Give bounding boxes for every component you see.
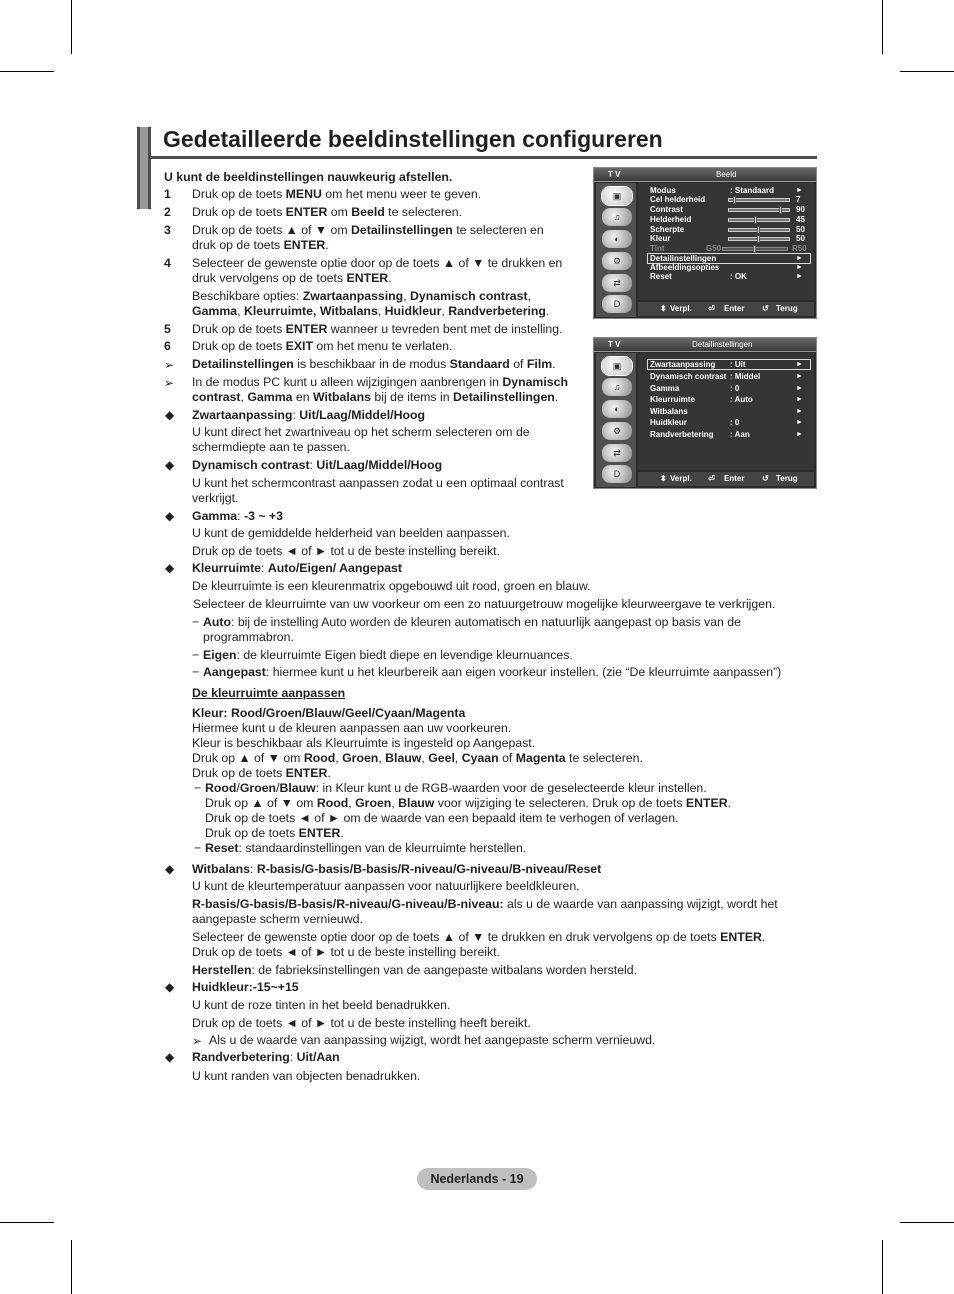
gamma-desc: U kunt de gemiddelde helderheid van beelden aanpassen. (192, 526, 510, 540)
gamma-heading: Gamma: -3 ~ +3 (192, 509, 283, 523)
osd-slider[interactable] (728, 218, 790, 222)
footer-enter: Enter (724, 304, 745, 313)
enter-icon: ⏎ (708, 304, 715, 313)
step-5: Druk op de toets ENTER wanneer u tevreden bent met de instelling. (192, 322, 563, 336)
osd-icon-column (596, 183, 636, 317)
right-arrow-icon: ► (796, 273, 803, 280)
slider-knob (779, 206, 782, 214)
dash-glyph: − (192, 615, 200, 629)
title-rule (150, 156, 817, 159)
title-side-bar (137, 127, 151, 209)
osd-row-value: : Aan (730, 430, 750, 439)
osd-row-value: : Auto (730, 395, 753, 404)
crop-mark (0, 1222, 54, 1223)
kleur-colors-heading: Kleur: Rood/Groen/Blauw/Geel/Cyaan/Magenta (192, 706, 466, 720)
wit-desc: R-basis/G-basis/B-basis/R-niveau/G-niveau/B-niveau: als u de waarde van aanpassing wijzigt, wordt het (192, 897, 778, 911)
note-1: Detailinstellingen is beschikbaar in de modus Standaard of Film. (192, 357, 556, 371)
rgb-text: Druk op de toets ◄ of ► om de waarde van een bepaald item te verhogen of verlagen. (205, 811, 679, 825)
osd-header (594, 168, 816, 182)
wit-desc: aangepaste scherm vernieuwd. (192, 912, 363, 926)
crop-mark (900, 1222, 954, 1223)
diamond-bullet-icon: ◆ (165, 980, 175, 994)
zwart-desc: U kunt direct het zwartniveau op het scherm selecteren om de (192, 425, 530, 439)
step-3-line2: druk op de toets ENTER. (192, 238, 329, 252)
right-arrow-icon: ► (796, 396, 803, 403)
kleur-auto: Auto: bij de instelling Auto worden de kleuren automatisch en natuurlijk aangepast op basis van de (203, 615, 741, 629)
kleur-sub-title: De kleurruimte aanpassen (192, 686, 346, 700)
osd-picture-menu (593, 167, 817, 319)
dash-glyph: − (192, 665, 200, 679)
wit-desc: U kunt de kleurtemperatuur aanpassen voor natuurlijkere beeldkleuren. (192, 879, 580, 893)
slider-knob (733, 196, 736, 204)
osd-row-label[interactable]: Cel helderheid (650, 195, 706, 204)
huid-desc: Druk op de toets ◄ of ► tot u de beste instelling heeft bereikt. (192, 1016, 531, 1030)
osd-row-label[interactable]: Dynamisch contrast (650, 372, 727, 381)
slider-knob (753, 245, 756, 253)
step-4-line2: druk vervolgens op de toets ENTER. (192, 271, 392, 285)
step-number: 5 (164, 322, 171, 336)
right-arrow-icon: ► (796, 431, 803, 438)
right-arrow-icon: ► (796, 408, 803, 415)
osd-row-label[interactable]: Kleur (650, 234, 671, 243)
osd-row-value: : Standaard (730, 186, 775, 195)
picture-icon: ▣ (602, 187, 632, 205)
sound-icon: ♫ (602, 378, 632, 396)
right-arrow-icon: ► (796, 255, 803, 262)
step-6: Druk op de toets EXIT om het menu te verlaten. (192, 339, 453, 353)
note-arrow-icon: ➢ (164, 358, 175, 372)
rgb-text: Rood/Groen/Blauw: in Kleur kunt u de RGB-waarden voor de geselecteerde kleur instellen. (205, 781, 707, 795)
footer-move: Verpl. (670, 304, 692, 313)
right-arrow-icon: ► (796, 373, 803, 380)
options-line1: Beschikbare opties: Zwartaanpassing, Dynamisch contrast, (192, 289, 531, 303)
osd-slider[interactable] (728, 228, 790, 232)
footer-move: Verpl. (670, 474, 692, 483)
osd-tv-label: T V (608, 170, 621, 179)
crop-mark (882, 1240, 883, 1294)
huid-desc: U kunt de roze tinten in het beeld benadrukken. (192, 998, 451, 1012)
options-line2: Gamma, Kleurruimte, Witbalans, Huidkleur, Randverbetering. (192, 304, 550, 318)
note-2: In de modus PC kunt u alleen wijzigingen aanbrengen in Dynamisch (192, 375, 568, 389)
rand-desc: U kunt randen van objecten benadrukken. (192, 1069, 421, 1083)
app-icon: D (602, 295, 632, 313)
osd-body (638, 183, 814, 300)
diamond-bullet-icon: ◆ (165, 509, 175, 523)
zwart-heading: Zwartaanpassing: Uit/Laag/Middel/Hoog (192, 408, 425, 422)
rand-heading: Randverbetering: Uit/Aan (192, 1050, 340, 1064)
footer-enter: Enter (724, 474, 745, 483)
osd-row-label[interactable]: Kleurruimte (650, 395, 695, 404)
dyn-heading: Dynamisch contrast: Uit/Laag/Middel/Hoog (192, 458, 443, 472)
channel-icon: ◐ (602, 400, 632, 418)
osd-footer (638, 302, 814, 316)
diamond-bullet-icon: ◆ (165, 458, 175, 472)
osd-slider[interactable] (728, 237, 790, 241)
huid-note: Als u de waarde van aanpassing wijzigt, wordt het aangepaste scherm vernieuwd. (209, 1033, 656, 1047)
osd-row-value: : Uit (730, 360, 746, 369)
move-icon: ⬍ (660, 304, 667, 313)
step-number: 4 (164, 256, 171, 270)
osd-row-label[interactable]: Huidkleur (650, 418, 687, 427)
page-number-badge: Nederlands - 19 (417, 1168, 537, 1190)
kleur-text: Druk op de toets ENTER. (192, 766, 331, 780)
osd-tv-label: T V (608, 340, 621, 349)
osd-body (638, 353, 814, 470)
osd-row-label[interactable]: Afbeeldingsopties (650, 263, 720, 272)
step-number: 2 (164, 205, 171, 219)
osd-row-label[interactable]: Contrast (650, 205, 683, 214)
gamma-desc: Druk op de toets ◄ of ► tot u de beste instelling bereikt. (192, 544, 501, 558)
osd-slider-value: 45 (796, 215, 805, 224)
dyn-desc: U kunt het schermcontrast aanpassen zodat u een optimaal contrast (192, 476, 564, 490)
return-icon: ↺ (762, 304, 769, 313)
osd-detail-menu (593, 337, 817, 489)
channel-icon: ◐ (602, 230, 632, 248)
right-arrow-icon: ► (796, 385, 803, 392)
crop-mark (71, 0, 72, 54)
osd-row-label[interactable]: Scherpte (650, 225, 685, 234)
slider-knob (757, 235, 760, 243)
osd-slider (722, 247, 788, 251)
osd-slider-value: 7 (796, 195, 801, 204)
wit-desc: Herstellen: de fabrieksinstellingen van de aangepaste witbalans worden hersteld. (192, 963, 638, 977)
step-number: 3 (164, 223, 171, 237)
tint-right-label: R50 (792, 244, 807, 253)
dash-glyph: − (194, 841, 202, 855)
osd-row-label[interactable]: Zwartaanpassing (650, 360, 716, 369)
step-2: Druk op de toets ENTER om Beeld te selecteren. (192, 205, 463, 219)
wit-heading: Witbalans: R-basis/G-basis/B-basis/R-niveau/G-niveau/B-niveau/Reset (192, 862, 602, 876)
step-1: Druk op de toets MENU om het menu weer te geven. (192, 187, 482, 201)
rgb-text: Druk op ▲ of ▼ om Rood, Groen, Blauw voor wijziging te selecteren. Druk op de toets ENTER. (205, 796, 732, 810)
setup-icon: ⚙ (602, 252, 632, 270)
picture-icon: ▣ (602, 357, 632, 375)
osd-row-label[interactable]: Randverbetering (650, 430, 714, 439)
right-arrow-icon: ► (796, 187, 803, 194)
step-4: Selecteer de gewenste optie door op de toets ▲ of ▼ te drukken en (192, 256, 563, 270)
diamond-bullet-icon: ◆ (165, 862, 175, 876)
crop-mark (71, 1240, 72, 1294)
footer-back: Terug (776, 304, 798, 313)
crop-mark (882, 0, 883, 54)
osd-slider[interactable] (728, 198, 790, 202)
kleur-heading: Kleurruimte: Auto/Eigen/ Aangepast (192, 561, 402, 575)
kleur-auto-line2: programmabron. (203, 630, 294, 644)
move-icon: ⬍ (660, 474, 667, 483)
diamond-bullet-icon: ◆ (165, 1050, 175, 1064)
osd-row-label: Tint (650, 244, 665, 253)
step-3: Druk op de toets ▲ of ▼ om Detailinstellingen te selecteren en (192, 223, 544, 237)
osd-row-label[interactable]: Detailinstellingen (650, 254, 717, 263)
huid-heading: Huidkleur:-15~+15 (192, 980, 299, 994)
return-icon: ↺ (762, 474, 769, 483)
diamond-bullet-icon: ◆ (165, 408, 175, 422)
wit-desc: Selecteer de gewenste optie door op de toets ▲ of ▼ te drukken en druk vervolgens op de toets ENTER. (192, 930, 766, 944)
kleur-text: Hiermee kunt u de kleuren aanpassen aan uw voorkeuren. (192, 721, 512, 735)
kleur-desc: Selecteer de kleurruimte van uw voorkeur om een zo natuurgetrouw mogelijke kleurweergave te verkrijgen. (193, 597, 776, 611)
note-arrow-icon: ➢ (192, 1034, 203, 1048)
slider-knob (754, 216, 757, 224)
osd-footer (638, 472, 814, 486)
osd-row-label[interactable]: Witbalans (650, 407, 688, 416)
osd-title: Beeld (716, 170, 737, 179)
right-arrow-icon: ► (796, 419, 803, 426)
crop-mark (0, 71, 54, 72)
osd-slider[interactable] (728, 208, 790, 212)
step-number: 6 (164, 339, 171, 353)
note-arrow-icon: ➢ (164, 376, 175, 390)
intro-text: U kunt de beeldinstellingen nauwkeurig afstellen. (164, 170, 453, 184)
kleur-text: Druk op ▲ of ▼ om Rood, Groen, Blauw, Geel, Cyaan of Magenta te selecteren. (192, 751, 643, 765)
dash-glyph: − (192, 648, 200, 662)
tint-left-label: G50 (706, 244, 722, 253)
rgb-text: Druk op de toets ENTER. (205, 826, 344, 840)
footer-back: Terug (776, 474, 798, 483)
osd-slider-value: 50 (796, 234, 805, 243)
input-icon: ⇄ (602, 444, 632, 462)
osd-icon-column (596, 353, 636, 487)
slider-knob (757, 226, 760, 234)
sound-icon: ♫ (602, 208, 632, 226)
page-title: Gedetailleerde beeldinstellingen configureren (163, 126, 663, 152)
enter-icon: ⏎ (708, 474, 715, 483)
zwart-desc: schermdiepte aan te passen. (192, 440, 350, 454)
setup-icon: ⚙ (602, 422, 632, 440)
dash-glyph: − (194, 781, 202, 795)
kleur-desc: De kleurruimte is een kleurenmatrix opgebouwd uit rood, groen en blauw. (192, 579, 591, 593)
diamond-bullet-icon: ◆ (165, 561, 175, 575)
right-arrow-icon: ► (796, 264, 803, 271)
input-icon: ⇄ (602, 274, 632, 292)
osd-row-value: : 0 (730, 418, 740, 427)
kleur-eigen: Eigen: de kleurruimte Eigen biedt diepe en levendige kleurnuances. (203, 648, 573, 662)
note-2-line2: contrast, Gamma en Witbalans bij de items in Detailinstellingen. (192, 390, 559, 404)
osd-title: Detailinstellingen (692, 340, 753, 349)
osd-row-label[interactable]: Reset (650, 272, 672, 281)
osd-slider-value: 90 (796, 205, 805, 214)
step-number: 1 (164, 187, 171, 201)
app-icon: D (602, 465, 632, 483)
osd-row-value: : Middel (730, 372, 761, 381)
osd-row-value: : 0 (730, 384, 740, 393)
osd-slider-value: 50 (796, 225, 805, 234)
osd-header (594, 338, 816, 352)
kleur-text: Kleur is beschikbaar als Kleurruimte is ingesteld op Aangepast. (192, 736, 536, 750)
dyn-desc: verkrijgt. (192, 491, 239, 505)
crop-mark (900, 71, 954, 72)
osd-row-value: : OK (730, 272, 747, 281)
reset-text: Reset: standaardinstellingen van de kleurruimte herstellen. (205, 841, 527, 855)
osd-row-label[interactable]: Gamma (650, 384, 680, 393)
osd-row-label[interactable]: Modus (650, 186, 676, 195)
kleur-aangepast: Aangepast: hiermee kunt u het kleurbereik aan eigen voorkeur instellen. (zie “De kleurruimte aanpassen”) (203, 665, 782, 679)
right-arrow-icon: ► (796, 361, 803, 368)
osd-row-label[interactable]: Helderheid (650, 215, 692, 224)
wit-desc: Druk op de toets ◄ of ► tot u de beste instelling bereikt. (192, 945, 501, 959)
